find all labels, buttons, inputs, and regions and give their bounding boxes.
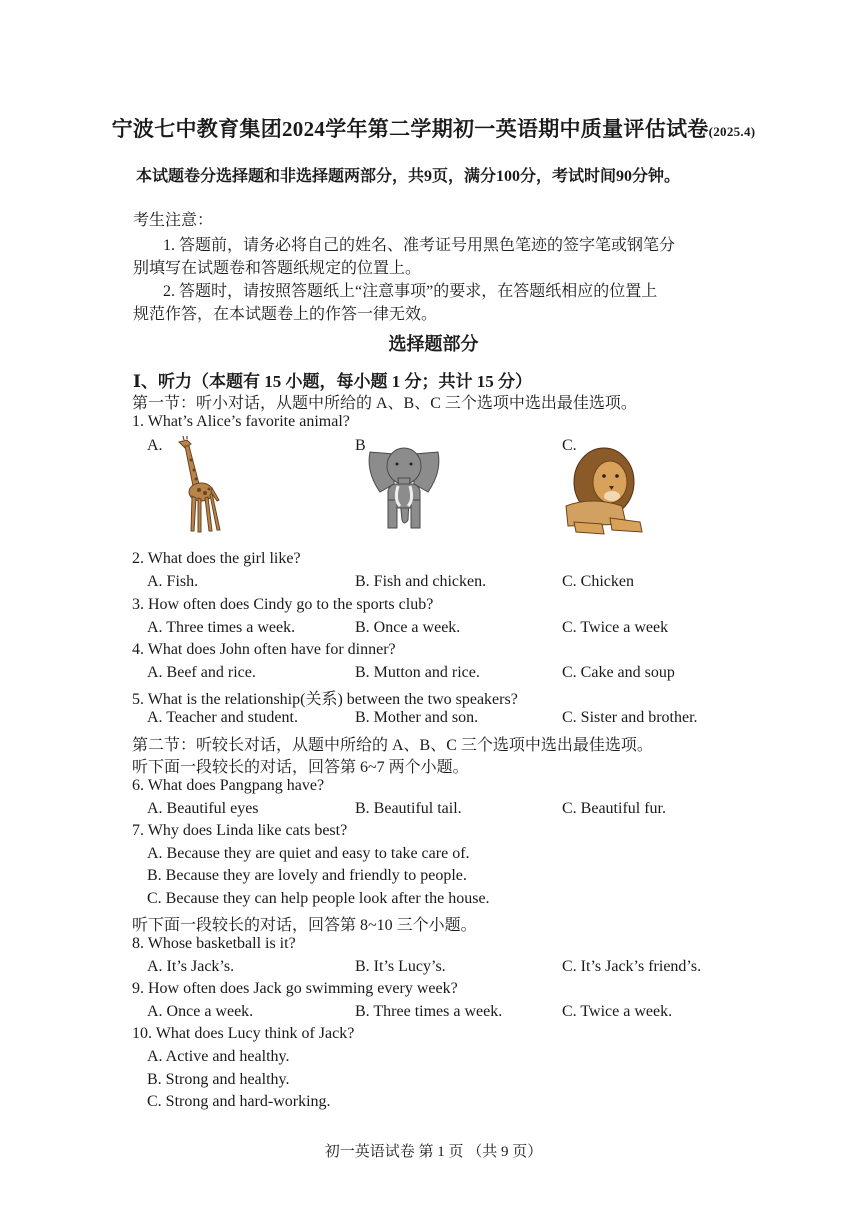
- q1-option-a-label: A.: [147, 437, 163, 454]
- q3-option-b: B. Once a week.: [355, 619, 461, 636]
- q4-option-c: C. Cake and soup: [562, 664, 675, 681]
- q1-option-c-label: C.: [562, 437, 577, 454]
- exam-title: [0, 113, 867, 143]
- question-8: 8. Whose basketball is it?: [132, 935, 296, 952]
- q10-option-c: C. Strong and hard-working.: [147, 1093, 331, 1110]
- q9-option-c: C. Twice a week.: [562, 1003, 673, 1020]
- q6-option-a: A. Beautiful eyes: [147, 800, 259, 817]
- question-4: 4. What does John often have for dinner?: [132, 641, 396, 658]
- q5-option-a: A. Teacher and student.: [147, 709, 298, 726]
- q8-option-b: B. It’s Lucy’s.: [355, 958, 446, 975]
- q3-option-a: A. Three times a week.: [147, 619, 296, 636]
- question-7: 7. Why does Linda like cats best?: [132, 822, 348, 839]
- exam-title-text: 宁波七中教育集团2024学年第二学期初一英语期中质量评估试卷: [111, 117, 709, 141]
- subsection-1: 第一节：听小对话，从题中所给的 A、B、C 三个选项中选出最佳选项。: [132, 395, 637, 412]
- notice-heading: 考生注意：: [133, 212, 214, 229]
- q2-option-c: C. Chicken: [562, 573, 634, 590]
- q9-option-a: A. Once a week.: [147, 1003, 254, 1020]
- listening-part-heading: [133, 367, 532, 392]
- q8-option-c: C. It’s Jack’s friend’s.: [562, 958, 702, 975]
- q4-option-b: B. Mutton and rice.: [355, 664, 480, 681]
- part-detail: （本题有 15 小题，每小题 1 分；共计 15 分）: [191, 372, 532, 391]
- page-footer: 初一英语试卷 第 1 页 （共 9 页）: [324, 1144, 543, 1160]
- q1-option-b-label: B: [355, 437, 366, 454]
- question-9: 9. How often does Jack go swimming every week?: [132, 980, 458, 997]
- exam-date: (2025.4): [708, 124, 756, 139]
- lion-image: [562, 442, 654, 544]
- question-2: 2. What does the girl like?: [132, 550, 301, 567]
- notice-item-2-line-1: 2. 答题时，请按照答题纸上“注意事项”的要求，在答题纸相应的位置上: [163, 283, 658, 300]
- part-label: Ⅰ、听力: [133, 372, 192, 391]
- question-10: 10. What does Lucy think of Jack?: [132, 1025, 355, 1042]
- q8-option-a: A. It’s Jack’s.: [147, 958, 235, 975]
- question-6: 6. What does Pangpang have?: [132, 777, 325, 794]
- q6-option-c: C. Beautiful fur.: [562, 800, 666, 817]
- q5-option-c: C. Sister and brother.: [562, 709, 698, 726]
- q5-option-b: B. Mother and son.: [355, 709, 479, 726]
- question-1: 1. What’s Alice’s favorite animal?: [132, 413, 350, 430]
- notice-item-2-line-2: 规范作答，在本试题卷上的作答一律无效。: [133, 306, 438, 323]
- q2-option-a: A. Fish.: [147, 573, 199, 590]
- giraffe-image: [165, 436, 227, 536]
- elephant-image: [364, 440, 444, 532]
- intro-q6-7: 听下面一段较长的对话，回答第 6~7 两个小题。: [132, 759, 469, 776]
- q10-option-a: A. Active and healthy.: [147, 1048, 290, 1065]
- q3-option-c: C. Twice a week: [562, 619, 669, 636]
- subsection-2: 第二节：听较长对话，从题中所给的 A、B、C 三个选项中选出最佳选项。: [132, 737, 653, 754]
- exam-intro: 本试题卷分选择题和非选择题两部分，共9页，满分100分，考试时间90分钟。: [136, 168, 681, 185]
- q2-option-b: B. Fish and chicken.: [355, 573, 487, 590]
- q4-option-a: A. Beef and rice.: [147, 664, 256, 681]
- q7-option-c: C. Because they can help people look after the house.: [147, 890, 490, 907]
- notice-item-1-line-2: 别填写在试题卷和答题纸规定的位置上。: [133, 260, 422, 277]
- q7-option-a: A. Because they are quiet and easy to take care of.: [147, 845, 470, 862]
- section-title: 选择题部分: [388, 334, 479, 354]
- question-3: 3. How often does Cindy go to the sports club?: [132, 596, 434, 613]
- notice-item-1-line-1: 1. 答题前，请务必将自己的姓名、准考证号用黑色笔迹的签字笔或钢笔分: [163, 237, 676, 254]
- question-5: 5. What is the relationship(关系) between the two speakers?: [132, 691, 518, 708]
- q10-option-b: B. Strong and healthy.: [147, 1071, 290, 1088]
- q6-option-b: B. Beautiful tail.: [355, 800, 462, 817]
- intro-q8-10: 听下面一段较长的对话，回答第 8~10 三个小题。: [132, 917, 477, 934]
- q9-option-b: B. Three times a week.: [355, 1003, 503, 1020]
- q7-option-b: B. Because they are lovely and friendly to people.: [147, 867, 467, 884]
